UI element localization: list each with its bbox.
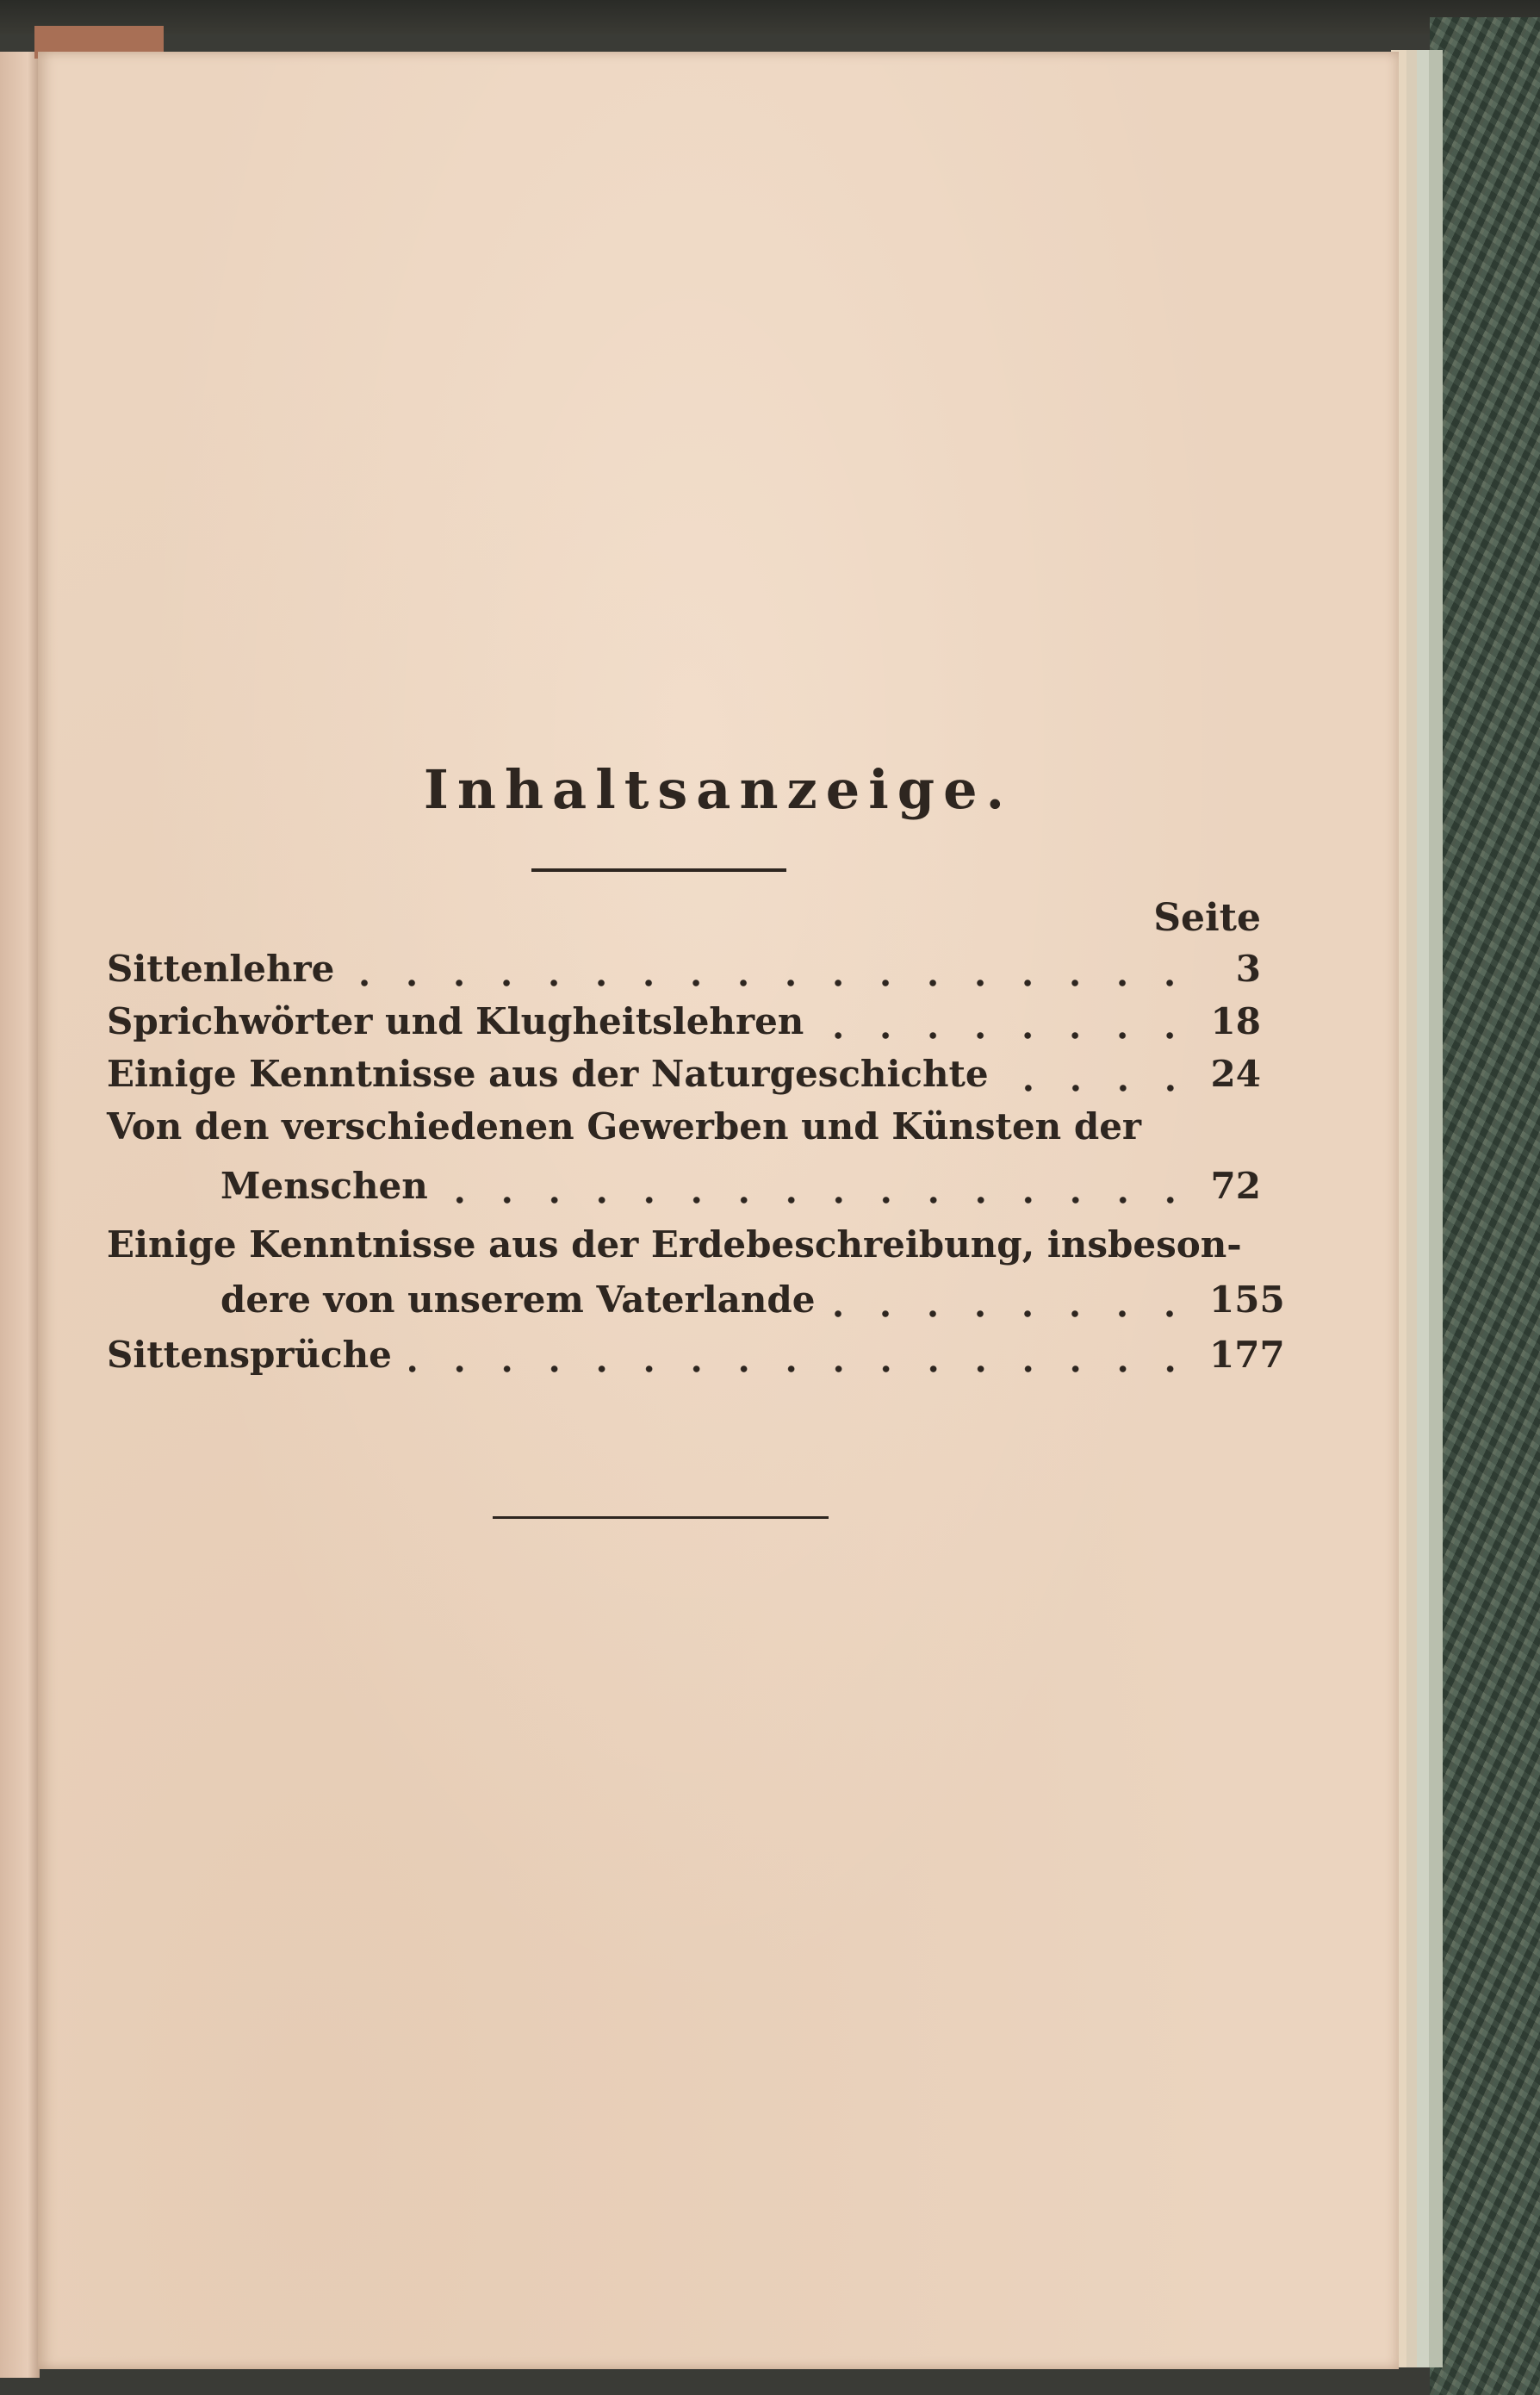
leader-dots bbox=[821, 1031, 1194, 1040]
leader-dots bbox=[445, 1196, 1194, 1204]
leader-dots bbox=[832, 1309, 1194, 1318]
top-shadow bbox=[0, 0, 1540, 34]
toc-entry bbox=[107, 1053, 1261, 1104]
toc-entry-title-continuation: Menschen bbox=[220, 1165, 428, 1207]
toc-entry-continuation bbox=[107, 1278, 1285, 1330]
toc-entry-first-line bbox=[107, 1105, 1261, 1157]
leader-dots bbox=[351, 979, 1194, 987]
toc-entry-title: Sittenlehre bbox=[107, 948, 335, 990]
toc-entry-page: 24 bbox=[1210, 1053, 1261, 1095]
closing-rule bbox=[493, 1516, 829, 1519]
leader-dots bbox=[409, 1365, 1194, 1373]
marbled-cover-edge bbox=[1430, 17, 1540, 2395]
toc-entry-page: 72 bbox=[1210, 1165, 1261, 1207]
toc-entry-page: 177 bbox=[1209, 1334, 1285, 1376]
toc-entry-page: 155 bbox=[1209, 1278, 1285, 1321]
toc-entry-title: Von den verschiedenen Gewerben und Künsten der bbox=[107, 1105, 1142, 1148]
toc-entry bbox=[107, 1000, 1261, 1052]
page-column-label: Seite bbox=[1153, 896, 1261, 940]
left-page-edge bbox=[0, 52, 40, 2378]
heading-rule bbox=[531, 868, 786, 872]
page bbox=[38, 52, 1399, 2369]
toc-entry-page: 3 bbox=[1235, 948, 1261, 990]
toc-entry-first-line bbox=[107, 1223, 1261, 1275]
page-heading: Inhaltsanzeige. bbox=[423, 758, 1014, 821]
toc-entry-continuation bbox=[107, 1165, 1261, 1216]
toc-entry bbox=[107, 948, 1261, 999]
toc-entry bbox=[107, 1334, 1285, 1385]
toc-entry-page: 18 bbox=[1210, 1000, 1261, 1042]
page-fore-edge bbox=[1391, 50, 1443, 2367]
toc-entry-title: Sprichwörter und Klugheitslehren bbox=[107, 1000, 804, 1042]
toc-entry-title-continuation: dere von unserem Vaterlande bbox=[220, 1278, 816, 1321]
toc-entry-title: Einige Kenntnisse aus der Naturgeschichte bbox=[107, 1053, 989, 1095]
leader-dots bbox=[1006, 1084, 1194, 1092]
toc-entry-title: Einige Kenntnisse aus der Erdebeschreibung, insbeson- bbox=[107, 1223, 1242, 1266]
toc-entry-title: Sittensprüche bbox=[107, 1334, 392, 1376]
